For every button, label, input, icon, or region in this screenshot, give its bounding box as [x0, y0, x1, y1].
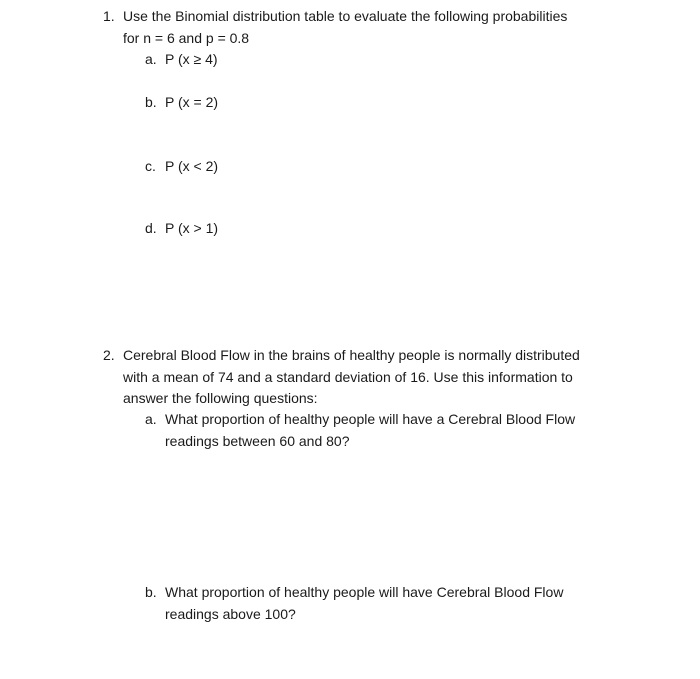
question-1c-label: c. — [145, 158, 156, 174]
question-2b-line-2: readings above 100? — [165, 606, 296, 622]
question-2b-label: b. — [145, 584, 157, 600]
question-2-number: 2. — [103, 347, 115, 363]
question-2-line-3: answer the following questions: — [123, 390, 318, 406]
question-1d-label: d. — [145, 220, 157, 236]
question-2a-line-1: What proportion of healthy people will have a Cerebral Blood Flow — [165, 411, 576, 427]
question-2a-line-2: readings between 60 and 80? — [165, 433, 350, 449]
question-1-line-1: Use the Binomial distribution table to evaluate the following probabilities — [123, 8, 568, 24]
question-2b-line-1: What proportion of healthy people will have Cerebral Blood Flow — [165, 584, 564, 600]
question-1a-text: P (x ≥ 4) — [165, 51, 218, 67]
question-1a-label: a. — [145, 51, 157, 67]
question-1b-text: P (x = 2) — [165, 94, 219, 110]
question-2-line-1: Cerebral Blood Flow in the brains of healthy people is normally distributed — [123, 347, 580, 363]
question-1d-text: P (x > 1) — [165, 220, 219, 236]
question-1-number: 1. — [103, 8, 115, 24]
question-2-line-2: with a mean of 74 and a standard deviation of 16. Use this information to — [123, 369, 573, 385]
question-1-line-2: for n = 6 and p = 0.8 — [123, 30, 250, 46]
question-2a-label: a. — [145, 411, 157, 427]
question-1c-text: P (x < 2) — [165, 158, 219, 174]
question-1b-label: b. — [145, 94, 157, 110]
